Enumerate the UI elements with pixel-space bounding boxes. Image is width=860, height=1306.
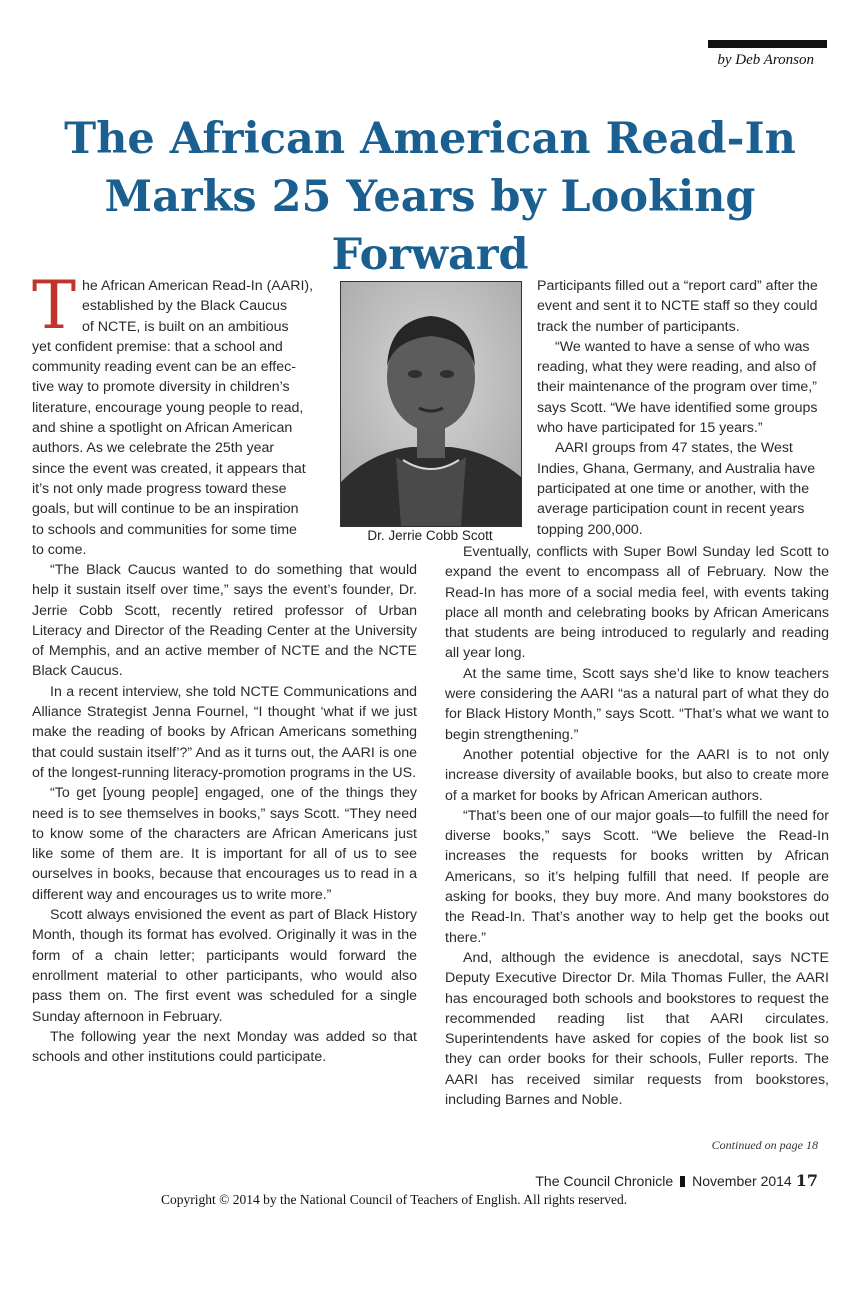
right-column bbox=[445, 542, 829, 1110]
intro-line: it’s not only made progress toward these bbox=[32, 480, 287, 497]
paragraph: Eventually, conflicts with Super Bowl Sunday led Scott to expand the event to encompass all of February. Now the Read-In has more of a social media feel, with events taking place all month and celebrating books by African Americans that students are being introduced to regularly and reading all year long. bbox=[445, 544, 829, 662]
paragraph: Scott always envisioned the event as part of Black History Month, though its format has evolved. Originally it was in the form of a chain letter; participants would forward the enrollment material to other participants, who would also pass them on. The first event was scheduled for a single Sunday afternoon in February. bbox=[32, 907, 417, 1025]
intro-line: tive way to promote diversity in children’s bbox=[32, 379, 290, 396]
paragraph: At the same time, Scott says she’d like to know teachers were considering the AARI “as a natural part of what they do for Black History Month,” says Scott. “That’s what we want to begin strengthening.” bbox=[445, 665, 829, 743]
intro-line: of NCTE, is built on an ambitious bbox=[82, 318, 289, 335]
page-number: 17 bbox=[795, 1171, 818, 1190]
photo-caption: Dr. Jerrie Cobb Scott bbox=[367, 528, 493, 543]
intro-line: goals, but will continue to be an inspiration bbox=[32, 501, 299, 518]
header-rule bbox=[708, 40, 827, 48]
issue-date: November 2014 bbox=[692, 1173, 792, 1189]
intro-line: he African American Read-In (AARI), bbox=[82, 278, 314, 294]
byline: by Deb Aronson bbox=[717, 52, 814, 68]
continued-note: Continued on page 18 bbox=[711, 1138, 818, 1152]
intro-line: community reading event can be an effec- bbox=[32, 359, 296, 376]
separator-bar bbox=[680, 1176, 685, 1187]
intro-line: to schools and communities for some time bbox=[32, 521, 297, 538]
title-line-2: Marks 25 Years by Looking Forward bbox=[104, 172, 756, 280]
paragraph: Another potential objective for the AARI is to not only increase diversity of available books, but also to create more of a market for books by African American authors. bbox=[445, 746, 829, 804]
copyright-notice: Copyright © 2014 by the National Council of Teachers of English. All rights reserved. bbox=[155, 1192, 657, 1208]
page-footer bbox=[535, 1171, 818, 1190]
intro-line: and shine a spotlight on African American bbox=[32, 420, 293, 437]
publication-name: The Council Chronicle bbox=[535, 1173, 674, 1189]
intro-column bbox=[32, 267, 332, 560]
drop-cap: T bbox=[32, 267, 77, 344]
intro-line: literature, encourage young people to read, bbox=[32, 399, 304, 416]
intro-line: to come. bbox=[32, 541, 87, 558]
intro-line: yet confident premise: that a school and bbox=[32, 338, 283, 355]
title-line-1: The African American Read-In bbox=[64, 114, 796, 164]
paragraph: The following year the next Monday was added so that schools and other institutions could participate. bbox=[32, 1028, 417, 1066]
paragraph: “To get [young people] engaged, one of the things they need is to see themselves in books,” says Scott. “They need to know some of the characters are African Americans just like some of them are. It is important for all of us to see ourselves in books, because that encourages us to read in a different way and encourages us to write more.” bbox=[32, 785, 417, 903]
right-top-column bbox=[537, 276, 828, 540]
paragraph: Participants filled out a “report card” after the event and sent it to NCTE staff so they could track the number of participants. bbox=[537, 278, 818, 335]
paragraph: And, although the evidence is anecdotal, says NCTE Deputy Executive Director Dr. Mila Thomas Fuller, the AARI has encouraged both schools and bookstores to request the recommended reading list that AARI circulates. Superintendents have asked for copies of the book list so they can order books for their schools, Fuller reports. The AARI has received similar requests from bookstores, including Barnes and Noble. bbox=[445, 949, 829, 1109]
portrait-photo bbox=[340, 281, 522, 527]
left-column bbox=[32, 560, 417, 1067]
intro-line: authors. As we celebrate the 25th year bbox=[32, 440, 275, 457]
intro-line: established by the Black Caucus bbox=[82, 298, 288, 315]
article-title bbox=[0, 110, 860, 284]
portrait-illustration bbox=[341, 282, 521, 526]
paragraph: “We wanted to have a sense of who was reading, what they were reading, and also of their maintenance of the program over time,” says Scott. “We have identified some groups who have participated for 15 years.” bbox=[537, 338, 818, 437]
intro-line: since the event was created, it appears that bbox=[32, 460, 306, 477]
paragraph: “The Black Caucus wanted to do something that would help it sustain itself over time,” says the event’s founder, Dr. Jerrie Cobb Scott, recently retired professor of Urban Literacy and Director of the Reading Center at the University of Memphis, and an active member of NCTE and the NCTE Black Caucus. bbox=[32, 562, 417, 680]
paragraph: AARI groups from 47 states, the West Indies, Ghana, Germany, and Australia have participated at one time or another, with the average participation count in recent years topping 200,000. bbox=[537, 440, 816, 538]
paragraph: In a recent interview, she told NCTE Communications and Alliance Strategist Jenna Fournel, “I thought ‘what if we just make the reading of books by African Americans something that could sustain itself’?” And as it turns out, the AARI is one of the longest-running literacy-promotion programs in the US. bbox=[32, 683, 417, 781]
paragraph: “That’s been one of our major goals—to fulfill the need for diverse books,” says Scott. “We believe the Read-In increases the requests for books written by African Americans, so it’s helping fulfill that need. If people are asking for books, they buy more. And many bookstores do the Read-In. That’s another way to help get the books out there.” bbox=[445, 807, 829, 946]
